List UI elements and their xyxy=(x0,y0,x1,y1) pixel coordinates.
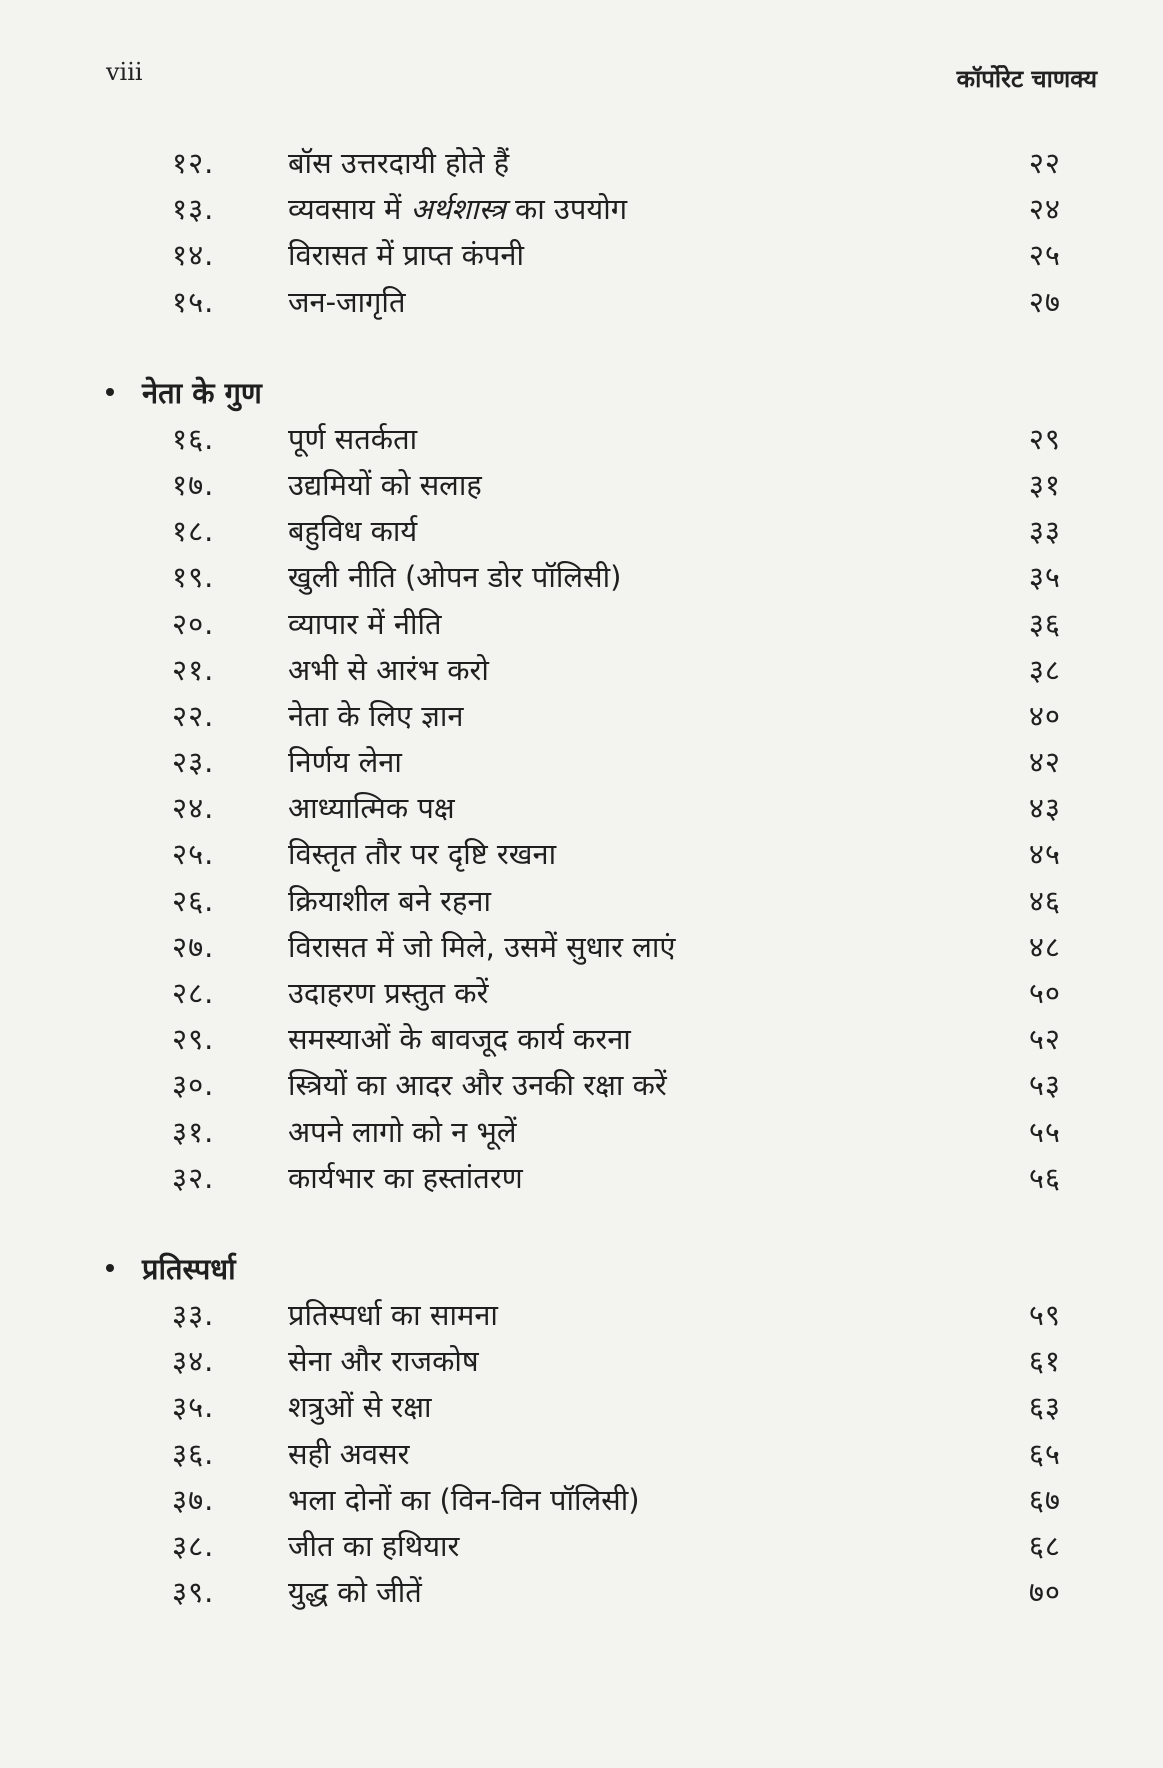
chapter-number: १६. xyxy=(172,421,215,456)
toc-entry xyxy=(0,739,1163,785)
chapter-number: २३. xyxy=(172,745,215,780)
chapter-page-number: ५२ xyxy=(1028,1022,1061,1057)
toc-entry xyxy=(0,785,1163,831)
chapter-title: विस्तृत तौर पर दृष्टि रखना xyxy=(288,837,557,872)
toc-entry xyxy=(0,416,1163,462)
toc-entry xyxy=(0,1155,1163,1201)
toc-entry xyxy=(0,1431,1163,1477)
chapter-number: २०. xyxy=(172,606,215,641)
chapter-page-number: २४ xyxy=(1028,192,1061,227)
chapter-number: १२. xyxy=(172,146,215,180)
chapter-title: युद्ध को जीतें xyxy=(288,1575,422,1610)
chapter-page-number: ५३ xyxy=(1028,1068,1061,1103)
section-heading xyxy=(0,370,1163,416)
chapter-title: जीत का हथियार xyxy=(288,1528,460,1563)
chapter-page-number: ६७ xyxy=(1028,1482,1061,1517)
toc-entry xyxy=(0,970,1163,1016)
toc-entry xyxy=(0,924,1163,970)
toc-section xyxy=(0,140,1163,325)
chapter-number: २२. xyxy=(172,698,215,733)
chapter-page-number: ५० xyxy=(1028,976,1061,1010)
toc-entry xyxy=(0,1109,1163,1155)
chapter-title: क्रियाशील बने रहना xyxy=(288,883,491,918)
chapter-number: १९. xyxy=(172,560,215,595)
chapter-title: स्त्रियों का आदर और उनकी रक्षा करें xyxy=(288,1068,667,1103)
chapter-title: सही अवसर xyxy=(288,1436,410,1471)
running-header-title: कॉर्पोरेट चाणक्य xyxy=(956,65,1097,93)
chapter-title: सेना और राजकोष xyxy=(288,1344,479,1379)
chapter-number: २९. xyxy=(172,1022,215,1057)
chapter-title: विरासत में जो मिले, उसमें सुधार लाएं xyxy=(288,929,676,964)
chapter-page-number: ४६ xyxy=(1028,883,1061,918)
chapter-title-italic: अर्थशास्त्र xyxy=(410,192,506,227)
chapter-title: बॉस उत्तरदायी होते हैं xyxy=(288,146,510,180)
chapter-number: ३६. xyxy=(172,1436,215,1471)
toc-entry xyxy=(0,140,1163,186)
chapter-page-number: ३८ xyxy=(1028,652,1061,687)
chapter-title xyxy=(288,186,627,232)
chapter-page-number: ६१ xyxy=(1028,1344,1061,1379)
chapter-page-number: २२ xyxy=(1028,146,1061,180)
chapter-title: प्रतिस्पर्धा का सामना xyxy=(288,1297,498,1332)
toc-entry xyxy=(0,186,1163,232)
chapter-title-part: व्यवसाय में xyxy=(288,192,411,227)
chapter-title: पूर्ण सतर्कता xyxy=(288,421,418,456)
chapter-number: ३०. xyxy=(172,1068,215,1103)
chapter-page-number: ४२ xyxy=(1028,745,1061,780)
chapter-title: अपने लागो को न भूलें xyxy=(288,1114,517,1149)
chapter-page-number: २७ xyxy=(1028,284,1061,319)
chapter-number: १८. xyxy=(172,514,215,549)
bullet-icon xyxy=(106,388,114,396)
toc-entry xyxy=(0,601,1163,647)
section-heading-label: प्रतिस्पर्धा xyxy=(142,1251,236,1286)
chapter-page-number: ५६ xyxy=(1028,1160,1061,1195)
chapter-number: ३९. xyxy=(172,1575,215,1610)
table-of-contents xyxy=(0,140,1163,1615)
chapter-page-number: ६५ xyxy=(1028,1436,1061,1471)
toc-entry xyxy=(0,1338,1163,1384)
chapter-page-number: २९ xyxy=(1028,421,1061,456)
chapter-page-number: ३६ xyxy=(1028,606,1061,641)
section-heading xyxy=(0,1246,1163,1292)
toc-entry xyxy=(0,831,1163,877)
chapter-number: २५. xyxy=(172,837,215,872)
chapter-number: ३१. xyxy=(172,1114,215,1149)
chapter-page-number: ४३ xyxy=(1028,791,1061,826)
chapter-title: अभी से आरंभ करो xyxy=(288,652,489,687)
chapter-number: १५. xyxy=(172,284,215,319)
chapter-page-number: ३५ xyxy=(1028,560,1061,595)
toc-entry xyxy=(0,878,1163,924)
chapter-number: २७. xyxy=(172,929,215,964)
chapter-number: ३८. xyxy=(172,1528,215,1563)
chapter-page-number: ३१ xyxy=(1028,467,1061,502)
chapter-title: निर्णय लेना xyxy=(288,745,402,780)
toc-entry xyxy=(0,693,1163,739)
chapter-number: २८. xyxy=(172,976,215,1010)
chapter-number: १३. xyxy=(172,192,215,227)
chapter-number: २४. xyxy=(172,791,215,826)
chapter-title: उद्यमियों को सलाह xyxy=(288,467,482,502)
chapter-number: २१. xyxy=(172,652,215,687)
chapter-number: ३३. xyxy=(172,1297,215,1332)
chapter-page-number: २५ xyxy=(1028,238,1061,273)
toc-section xyxy=(0,1246,1163,1615)
chapter-number: ३७. xyxy=(172,1482,215,1517)
toc-entry xyxy=(0,554,1163,600)
toc-entry xyxy=(0,508,1163,554)
chapter-title: शत्रुओं से रक्षा xyxy=(288,1390,432,1425)
chapter-page-number: ६८ xyxy=(1028,1528,1061,1563)
chapter-number: १७. xyxy=(172,467,215,502)
chapter-page-number: ६३ xyxy=(1028,1390,1061,1425)
chapter-number: ३५. xyxy=(172,1390,215,1425)
chapter-page-number: ५९ xyxy=(1028,1297,1061,1332)
bullet-icon xyxy=(106,1264,114,1272)
chapter-title: व्यापार में नीति xyxy=(288,606,442,641)
chapter-page-number: ४५ xyxy=(1028,837,1061,872)
toc-entry xyxy=(0,1523,1163,1569)
toc-entry xyxy=(0,1569,1163,1615)
chapter-number: ३२. xyxy=(172,1160,215,1195)
chapter-title: कार्यभार का हस्तांतरण xyxy=(288,1160,523,1195)
chapter-number: २६. xyxy=(172,883,215,918)
toc-section xyxy=(0,370,1163,1201)
chapter-title-part: का उपयोग xyxy=(505,192,628,227)
toc-entry xyxy=(0,647,1163,693)
toc-entry xyxy=(0,1016,1163,1062)
toc-entry xyxy=(0,279,1163,325)
chapter-title: खुली नीति (ओपन डोर पॉलिसी) xyxy=(288,560,622,595)
chapter-title: उदाहरण प्रस्तुत करें xyxy=(288,976,489,1010)
toc-entry xyxy=(0,232,1163,278)
toc-entry xyxy=(0,462,1163,508)
chapter-title: भला दोनों का (विन-विन पॉलिसी) xyxy=(288,1482,640,1517)
chapter-title: नेता के लिए ज्ञान xyxy=(288,698,464,733)
chapter-title: विरासत में प्राप्त कंपनी xyxy=(288,238,524,273)
chapter-number: ३४. xyxy=(172,1344,215,1379)
chapter-title: आध्यात्मिक पक्ष xyxy=(288,791,455,826)
chapter-title: जन-जागृति xyxy=(288,284,406,319)
chapter-title: बहुविध कार्य xyxy=(288,514,418,549)
chapter-page-number: ४८ xyxy=(1028,929,1061,964)
toc-entry xyxy=(0,1477,1163,1523)
toc-entry xyxy=(0,1384,1163,1430)
chapter-page-number: ३३ xyxy=(1028,514,1061,549)
chapter-page-number: ४० xyxy=(1028,698,1061,733)
toc-entry xyxy=(0,1062,1163,1108)
section-heading-label: नेता के गुण xyxy=(142,375,262,410)
chapter-number: १४. xyxy=(172,238,215,273)
chapter-page-number: ५५ xyxy=(1028,1114,1061,1149)
toc-entry xyxy=(0,1292,1163,1338)
chapter-title: समस्याओं के बावजूद कार्य करना xyxy=(288,1022,631,1057)
chapter-page-number: ७० xyxy=(1028,1575,1061,1610)
page-number: viii xyxy=(106,58,143,86)
